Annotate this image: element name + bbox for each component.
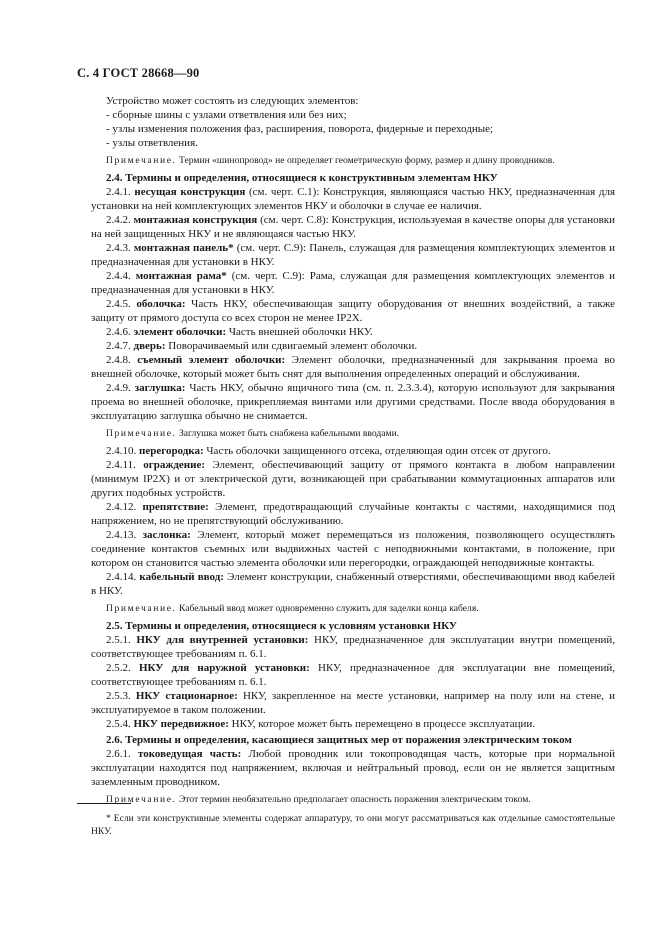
term-2-4-5: [91, 297, 615, 325]
term-name: съемный элемент оболочки:: [137, 354, 286, 366]
clause-number: 2.4.7.: [106, 340, 131, 352]
clause-number: 2.4.5.: [106, 298, 131, 310]
note: [91, 154, 615, 167]
list-item: - узлы ответвления.: [106, 137, 198, 149]
note-text: Кабельный ввод может одновременно служить для заделки конца кабеля.: [178, 603, 479, 614]
page-header: С. 4 ГОСТ 28668—90: [77, 66, 200, 80]
clause-number: 2.4.8.: [106, 354, 131, 366]
term-2-5-2: [91, 661, 615, 689]
footnote: * Если эти конструктивные элементы содержат аппаратуру, то они могут рассматриваться как отдельные самостоятельные НКУ.: [91, 813, 615, 837]
term-2-4-6: [91, 325, 615, 339]
term-2-4-13: [91, 528, 615, 570]
term-definition: Элемент оболочки, предназначенный для закрывания проема во внешней оболочке, который может быть снят для выполнения определенных операций и обслуживания.: [91, 354, 615, 380]
term-2-4-9: [91, 381, 615, 423]
term-2-4-4: [91, 269, 615, 297]
term-2-4-12: [91, 500, 615, 528]
clause-number: 2.4.6.: [106, 326, 131, 338]
term-2-4-2: [91, 213, 615, 241]
intro-paragraph: Устройство может состоять из следующих элементов:: [106, 95, 359, 107]
clause-number: 2.4.14.: [106, 571, 137, 583]
term-definition: Часть НКУ, обычно ящичного типа (см. п. 2.3.3.4), которую используют для закрывания проема во внешней оболочке, прикрепляемая винтами или другими средствами. После ввода оборудования в эксплуатацию заглушка обычно не снимается.: [91, 382, 615, 422]
clause-number: 2.6.1.: [106, 748, 131, 760]
term-2-4-8: [91, 353, 615, 381]
term-definition: Элемент, который может перемещаться из положения, позволяющего осуществлять соединение контактов съемных или выдвижных частей с неподвижными контактами, в положение, при котором он становится частью элемента оболочки или перегородки, ограждающей неподвижные контакты.: [91, 529, 616, 569]
term-definition: (см. черт. С.8): Конструкция, используемая в качестве опоры для установки на ней защищенных НКУ и не являющаяся частью НКУ.: [91, 214, 615, 240]
clause-number: 2.5.3.: [106, 690, 131, 702]
term-2-5-4: [91, 717, 615, 731]
term-name: дверь:: [133, 340, 166, 352]
term-definition: Элемент конструкции, снабженный отверстиями, обеспечивающими ввод кабелей в НКУ.: [91, 571, 616, 597]
clause-number: 2.5.2.: [106, 662, 131, 674]
clause-number: 2.4.12.: [106, 501, 137, 513]
term-definition: НКУ, закрепленное на месте установки, например на полу или на стене, и эксплуатируемое в таком положении.: [91, 690, 615, 716]
term-2-4-14: [91, 570, 615, 598]
term-definition: (см. черт. С.1): Конструкция, являющаяся частью НКУ, предназначенная для установки на ней комплектующих элементов НКУ и оболочки в случае ее наличия.: [91, 186, 616, 212]
term-definition: (см. черт. С.9): Рама, служащая для размещения комплектующих элементов и предназначенная для установки в НКУ.: [91, 270, 616, 296]
term-definition: (см. черт. С.9): Панель, служащая для размещения комплектующих элементов и предназначенная для установки в НКУ.: [91, 242, 615, 268]
clause-number: 2.4.9.: [106, 382, 131, 394]
document-body: [91, 94, 615, 810]
clause-number: 2.4.3.: [106, 242, 131, 254]
clause-number: 2.5.4.: [106, 718, 131, 730]
term-name: монтажная рама*: [135, 270, 227, 282]
note-label: Примечание.: [106, 155, 177, 166]
note: [91, 793, 615, 806]
term-definition: Часть оболочки защищенного отсека, отделяющая один отсек от другого.: [206, 445, 551, 457]
term-definition: НКУ, которое может быть перемещено в процессе эксплуатации.: [231, 718, 536, 730]
term-2-4-10: [91, 444, 615, 458]
clause-number: 2.4.2.: [106, 214, 131, 226]
term-name: элемент оболочки:: [133, 326, 227, 338]
footnote-divider: [77, 803, 131, 804]
term-name: НКУ для внутренней установки:: [136, 634, 309, 646]
term-name: заслонка:: [142, 529, 191, 541]
term-name: НКУ стационарное:: [135, 690, 238, 702]
note-text: Термин «шинопровод» не определяет геометрическую форму, размер и длину проводников.: [178, 155, 555, 166]
term-2-4-7: [91, 339, 615, 353]
term-definition: Часть внешней оболочки НКУ.: [228, 326, 373, 338]
list-item: - сборные шины с узлами ответвления или без них;: [106, 109, 347, 121]
term-2-4-1: [91, 185, 615, 213]
clause-number: 2.5.1.: [106, 634, 131, 646]
term-definition: Элемент, обеспечивающий защиту от прямого контакта в любом направлении (минимум IP2X) и от электрической дуги, возникающей при срабатывании коммутационных аппаратов или других подобных устройств.: [91, 459, 616, 499]
term-definition: Часть НКУ, обеспечивающая защиту оборудования от внешних воздействий, а также защиту от прямого доступа со всех сторон не менее IP2X.: [91, 298, 616, 324]
term-2-4-11: [91, 458, 615, 500]
note: [91, 427, 615, 440]
term-name: монтажная конструкция: [133, 214, 258, 226]
term-name: препятствие:: [142, 501, 209, 513]
term-2-4-3: [91, 241, 615, 269]
term-name: перегородка:: [139, 445, 204, 457]
term-2-5-1: [91, 633, 615, 661]
term-2-6-1: [91, 747, 615, 789]
clause-number: 2.4.13.: [106, 529, 137, 541]
list-item: - узлы изменения положения фаз, расширения, поворота, фидерные и переходные;: [106, 123, 494, 135]
clause-number: 2.4.1.: [106, 186, 131, 198]
term-definition: Любой проводник или токопроводящая часть, которые при нормальной эксплуатации находятся под напряжением, включая и нейтральный провод, если он не является защитным заземленным проводником.: [91, 748, 615, 788]
term-definition: НКУ, предназначенное для эксплуатации внутри помещений, соответствующее требованиям п. 6.1.: [91, 634, 616, 660]
term-definition: НКУ, предназначенное для эксплуатации вне помещений, соответствующее требованиям п. 6.1.: [91, 662, 615, 688]
term-name: заглушка:: [134, 382, 186, 394]
term-name: НКУ передвижное:: [133, 718, 229, 730]
term-name: монтажная панель*: [133, 242, 234, 254]
clause-number: 2.4.10.: [106, 445, 137, 457]
term-name: ограждение:: [143, 459, 205, 471]
term-name: несущая конструкция: [134, 186, 246, 198]
note-text: Заглушка может быть снабжена кабельными вводами.: [178, 428, 400, 439]
section-heading: 2.4. Термины и определения, относящиеся к конструктивным элементам НКУ: [106, 172, 498, 184]
term-name: кабельный ввод:: [139, 571, 224, 583]
note-text: Этот термин необязательно предполагает опасность поражения электрическим током.: [178, 794, 531, 805]
clause-number: 2.4.11.: [106, 459, 136, 471]
note-label: Примечание.: [106, 428, 177, 439]
note-label: Примечание.: [106, 794, 177, 805]
term-name: токоведущая часть:: [137, 748, 242, 760]
section-heading: 2.5. Термины и определения, относящиеся к условиям установки НКУ: [106, 620, 457, 632]
clause-number: 2.4.4.: [106, 270, 131, 282]
section-heading: 2.6. Термины и определения, касающиеся защитных мер от поражения электрическим током: [106, 734, 572, 746]
term-name: оболочка:: [136, 298, 186, 310]
note: [91, 602, 615, 615]
note-label: Примечание.: [106, 603, 177, 614]
term-2-5-3: [91, 689, 615, 717]
term-name: НКУ для наружной установки:: [138, 662, 310, 674]
term-definition: Элемент, предотвращающий случайные контакты с частями, находящимися под напряжением, но не препятствующий обслуживанию.: [91, 501, 615, 527]
term-definition: Поворачиваемый или сдвигаемый элемент оболочки.: [168, 340, 418, 352]
